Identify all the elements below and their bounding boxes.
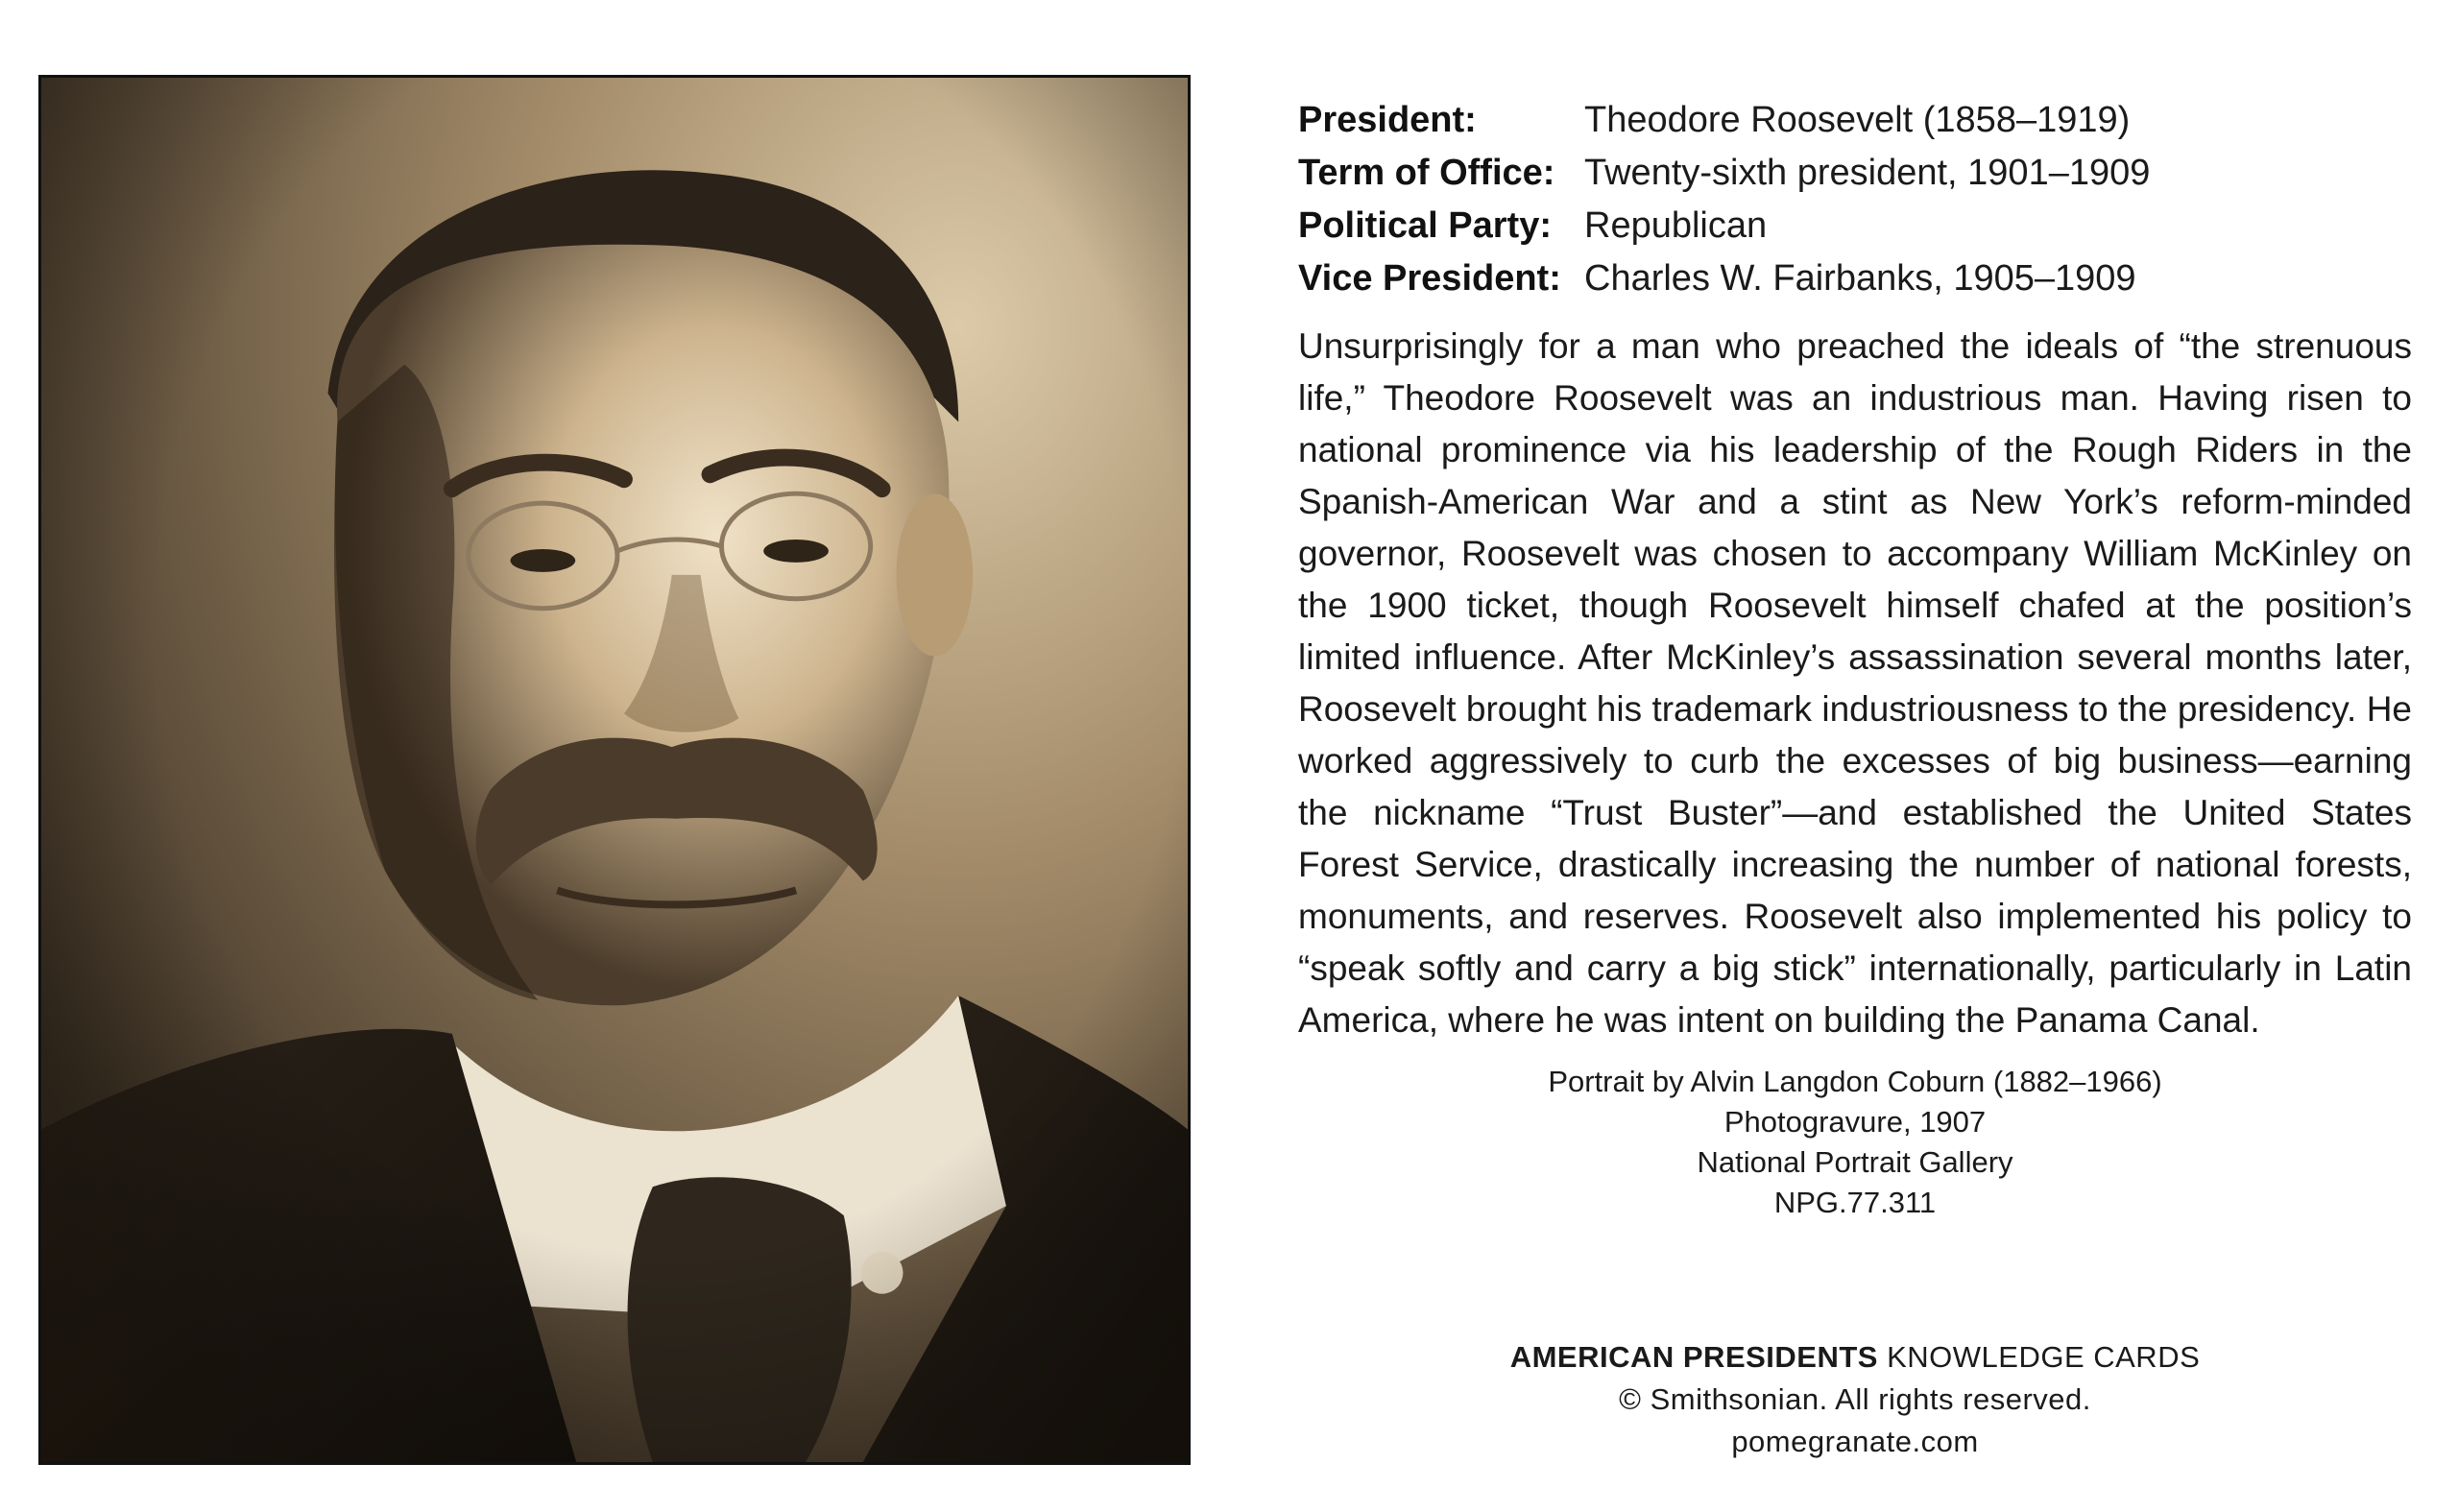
- series-title-rest: KNOWLEDGE CARDS: [1877, 1340, 2201, 1374]
- series-title-bold: AMERICAN PRESIDENTS: [1509, 1340, 1878, 1374]
- fact-value: Theodore Roosevelt (1858–1919): [1584, 100, 2131, 140]
- fact-label: Term of Office:: [1298, 153, 1555, 193]
- credit-accession: NPG.77.311: [1773, 1186, 1937, 1219]
- fact-term-of-office: [1298, 147, 2412, 200]
- fact-political-party: [1298, 200, 2412, 252]
- credit-collection: National Portrait Gallery: [1697, 1145, 2013, 1179]
- portrait-credit: [1298, 1062, 2412, 1223]
- fact-president: [1298, 94, 2412, 147]
- fact-label: Political Party:: [1298, 205, 1552, 246]
- fact-vice-president: [1298, 252, 2412, 305]
- copyright-notice: © Smithsonian. All rights reserved.: [1619, 1382, 2091, 1416]
- fact-label: Vice President:: [1298, 258, 1561, 299]
- fact-value: Twenty-sixth president, 1901–1909: [1584, 153, 2151, 193]
- portrait-photo: [38, 75, 1191, 1465]
- credit-artist: Portrait by Alvin Langdon Coburn (1882–1966): [1548, 1065, 2162, 1098]
- fact-label: President:: [1298, 100, 1477, 140]
- website-link[interactable]: pomegranate.com: [1731, 1425, 1979, 1458]
- fact-value: Charles W. Fairbanks, 1905–1909: [1584, 258, 2136, 299]
- fact-value: Republican: [1584, 205, 1768, 246]
- card-footer: [1298, 1336, 2412, 1463]
- portrait-illustration: [41, 78, 1188, 1462]
- credit-medium: Photogravure, 1907: [1723, 1105, 1987, 1139]
- series-title: [1298, 1336, 2412, 1379]
- president-facts: [1298, 94, 2412, 305]
- biography-paragraph: Unsurprisingly for a man who preached the ideals of “the strenuous life,” Theodore Roosevelt was an industrious man. Having risen to national prominence via his leadership of the Rough Riders in the Spanish-American War and a stint as New York’s reform-minded governor, Roosevelt was chosen to accompany William McKinley on the 1900 ticket, though Roosevelt himself chafed at the position’s limited influence. After McKinley’s assassination several months later, Roosevelt brought his trademark industriousness to the presidency. He worked aggressively to curb the excesses of big business—earning the nickname “Trust Buster”—and established the United States Forest Service, drastically increasing the number of national forests, monuments, and reserves. Roosevelt also implemented his policy to “speak softly and carry a big stick” internationally, particularly in Latin America, where he was intent on building the Panama Canal.: [1298, 326, 2412, 1040]
